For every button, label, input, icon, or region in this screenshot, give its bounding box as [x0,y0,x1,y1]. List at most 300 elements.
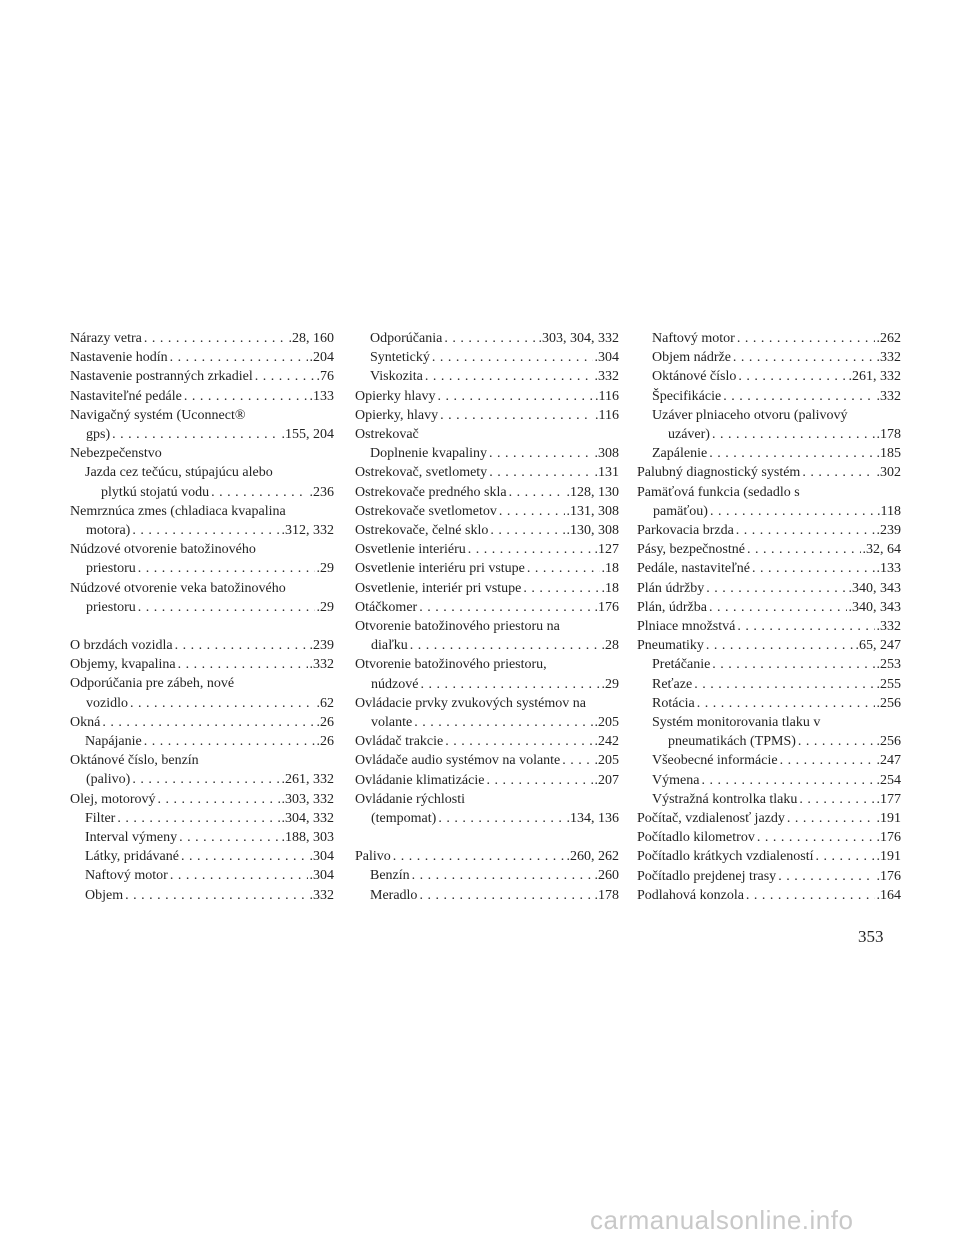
index-entry-text: Pamäťová funkcia (sedadlo s [637,484,800,500]
index-entry-line [70,502,334,521]
index-entry-line [70,713,334,732]
index-entry-line [637,828,901,847]
index-entry-text: Počítadlo prejdenej trasy [637,868,777,884]
dot-leader [438,809,564,828]
index-entry-page-ref: .340, 343 [848,599,901,615]
index-entry-page-ref: .191 [876,849,901,865]
index-entry-line [70,694,334,713]
index-entry-text: pneumatikách (TPMS) [668,734,796,750]
index-entry-page-ref: .178 [876,427,901,443]
index-entry-page-ref: .18 [601,561,619,577]
index-entry [70,713,334,732]
index-entry-page-ref: .303, 332 [281,791,334,807]
index-entry-line [70,329,334,348]
index-entry-page-ref: .261, 332 [281,772,334,788]
index-entry-text: Pedále, nastaviteľné [637,561,750,577]
index-entry [70,847,334,866]
dot-leader [179,828,279,847]
index-entry-text: Naftový motor [652,331,735,346]
index-entry [70,674,334,712]
index-entry [637,367,901,386]
dot-leader [489,444,592,463]
index-entry-line [637,809,901,828]
index-entry-line [637,598,901,617]
dot-leader [816,847,875,866]
index-entry [355,483,619,502]
index-entry-text: uzáver) [668,427,710,443]
index-entry-line [355,502,619,521]
index-entry [70,387,334,406]
index-entry-page-ref: .236 [309,484,334,500]
index-entry-text: Palivo [355,849,391,865]
index-entry-line [355,598,619,617]
index-entry-line [355,790,619,809]
index-entry-text: Rotácia [652,695,695,711]
dot-leader [170,348,308,367]
dot-leader [486,771,592,790]
index-entry-page-ref: .261, 332 [848,369,901,385]
index-entry-line [652,655,901,674]
index-entry-page-ref: .26 [316,734,334,750]
index-entry-line [637,617,901,636]
index-entry [355,348,619,367]
dot-leader [181,847,308,866]
index-entry-line [355,463,619,482]
index-entry-line [355,579,619,598]
index-entry-line [355,732,619,751]
index-entry-text: Nastavenie postranných zrkadiel [70,369,253,385]
index-entry-text: Plán údržby [637,580,705,596]
index-entry-line [652,367,901,386]
index-entry [70,751,334,789]
index-entry-text: (tempomat) [371,811,437,827]
dot-leader [706,579,846,598]
index-entry-text: vozidlo [86,695,128,711]
index-entry-line [355,655,619,674]
index-entry-text: Objem nádrže [652,350,731,366]
index-entry-line [652,732,901,751]
index-entry [637,348,901,367]
index-entry-line [370,444,619,463]
index-entry-line [355,425,619,444]
index-entry-line [637,867,901,886]
index-entry-text: Otvorenie batožinového priestoru na [355,619,560,635]
index-entry [355,387,619,406]
index-entry-text: Otáčkomer [355,599,418,615]
index-entry-page-ref: .116 [595,407,619,423]
index-column-2 [355,329,619,905]
dot-leader [798,732,875,751]
index-entry-line [70,598,334,617]
index-entry-line [637,502,901,521]
index-entry-text: Nárazy vetra [70,331,142,346]
index-entry [355,559,619,578]
index-entry [637,406,901,444]
index-entry-text: Viskozita [370,369,423,385]
index-entry-page-ref: .204 [309,350,334,366]
index-entry-page-ref: .178 [594,887,619,903]
index-entry-line [355,675,619,694]
index-entry-line [70,540,334,559]
dot-leader [509,483,565,502]
dot-leader [170,866,308,885]
index-entry-line [637,579,901,598]
index-entry-page-ref: .133 [876,561,901,577]
index-entry [637,444,901,463]
index-entry-line [370,367,619,386]
index-entry-page-ref: .118 [877,503,901,519]
index-entry-page-ref: .130, 308 [566,523,619,539]
index-entry [637,540,901,559]
index-entry [355,771,619,790]
index-entry-text: Osvetlenie, interiér pri vstupe [355,580,522,596]
index-entry-text: Plán, údržba [637,599,707,615]
index-entry [637,617,901,636]
index-entry-line [652,790,901,809]
index-entry-page-ref: .207 [594,772,619,788]
dot-leader [733,348,875,367]
index-entry-text: priestoru [86,599,136,615]
index-entry-page-ref: .260, 262 [566,849,619,865]
index-entry-line [355,636,619,655]
index-entry [70,444,334,463]
dot-leader [158,790,280,809]
dot-leader [710,502,875,521]
index-entry [355,329,619,348]
index-entry [355,425,619,444]
index-entry-line [355,617,619,636]
index-entry-text: Počítadlo kilometrov [637,830,755,846]
index-entry-line [370,348,619,367]
index-entry-line [355,847,619,866]
index-column-1 [70,329,334,905]
dot-leader [738,367,846,386]
dot-leader [712,425,875,444]
index-entry-text: Oktánové číslo [652,369,737,385]
index-entry-page-ref: .332 [309,657,334,673]
dot-leader [757,828,875,847]
index-entry [70,828,334,847]
dot-leader [175,636,308,655]
index-entry-line [637,483,901,502]
dot-leader [746,886,875,905]
index-entry [355,521,619,540]
index-entry-line [70,559,334,578]
index-entry-page-ref: .242 [594,734,619,750]
index-entry [70,866,334,885]
index-entry-line [70,790,334,809]
index-entry-page-ref: .29 [316,599,334,615]
dot-leader [489,463,592,482]
index-entry-text: Ostrekovač [355,427,419,443]
index-entry [637,387,901,406]
index-entry-line [85,866,334,885]
index-entry-page-ref: .304 [309,849,334,865]
index-entry-line [370,329,619,348]
index-entry-text: Núdzové otvorenie veka batožinového [70,580,286,596]
dot-leader [468,540,593,559]
index-entry [355,866,619,885]
index-entry-text: Doplnenie kvapaliny [370,446,488,462]
index-entry-line [652,425,901,444]
index-entry-text: O brzdách vozidla [70,638,173,654]
dot-leader [562,751,592,770]
index-entry-text: Naftový motor [85,868,168,884]
index-entry-line [355,694,619,713]
index-entry-text: Nastaviteľné pedále [70,388,182,404]
dot-leader [117,809,279,828]
dot-leader [255,367,315,386]
index-entry-text: Okná [70,714,101,730]
dot-leader [412,866,593,885]
dot-leader [712,655,874,674]
index-entry-line [70,406,334,425]
dot-leader [132,770,279,789]
index-entry-line [652,348,901,367]
index-entry-text: Syntetický [370,350,430,366]
index-entry-page-ref: .239 [876,523,901,539]
index-entry-page-ref: .332 [876,350,901,366]
index-entry-line [637,540,901,559]
index-entry-text: Nemrznúca zmes (chladiaca kvapalina [70,503,286,519]
dot-leader [752,559,875,578]
index-entry-line [70,348,334,367]
index-entry [70,348,334,367]
index-entry-text: Výmena [652,772,700,788]
index-entry-line [85,847,334,866]
index-entry [637,771,901,790]
watermark-text: carmanualsonline.info [590,1205,854,1235]
index-entry [70,809,334,828]
index-entry-line [355,809,619,828]
index-entry-text: Opierky hlavy [355,388,436,404]
index-entry-line [637,559,901,578]
dot-leader [425,367,593,386]
dot-leader [437,387,593,406]
index-entry-text: Počítač, vzdialenosť jazdy [637,811,785,827]
index-entry-page-ref: .205 [594,715,619,731]
index-entry-text: Meradlo [370,887,418,903]
index-entry-text: priestoru [86,561,136,577]
index-entry-page-ref: .262 [876,331,901,346]
index-entry [355,463,619,482]
index-entry-page-ref: .65, 247 [855,638,901,654]
index-entry-line [637,463,901,482]
index-entry-text: Ostrekovač, svetlomety [355,465,488,481]
dot-leader [419,886,592,905]
dot-leader [709,444,874,463]
index-entry-page-ref: .191 [876,811,901,827]
index-entry-line [355,483,619,502]
index-entry-line [652,771,901,790]
index-entry-page-ref: .29 [316,561,334,577]
index-entry [70,636,334,655]
index-entry-page-ref: .303, 304, 332 [538,331,619,346]
index-entry-text: Výstražná kontrolka tlaku [652,791,798,807]
dot-leader [706,636,854,655]
index-entry-page-ref: .185 [876,446,901,462]
index-entry-page-ref: .340, 343 [848,580,901,596]
index-entry-page-ref: .256 [876,695,901,711]
index-entry-page-ref: .62 [316,695,334,711]
index-entry-line [652,387,901,406]
index-entry-text: Reťaze [652,676,693,692]
dot-leader [737,617,874,636]
index-entry-text: Núdzové otvorenie batožinového [70,542,256,558]
index-entry [355,579,619,598]
dot-leader [787,809,875,828]
index-entry-text: Nebezpečenstvo [70,446,162,462]
dot-leader [499,502,565,521]
index-entry [637,675,901,694]
index-entry-page-ref: .239 [309,638,334,654]
index-entry-page-ref: .116 [595,388,619,404]
index-entry-text: Filter [85,810,116,826]
dot-leader [523,579,599,598]
index-entry-page-ref: .29 [601,676,619,692]
index-entry [355,502,619,521]
index-entry [637,598,901,617]
dot-leader [432,348,593,367]
index-entry-page-ref: .155, 204 [281,427,334,443]
index-entry-text: Látky, pridávané [85,849,179,865]
dot-leader [410,636,600,655]
index-entry-line [70,367,334,386]
index-entry [355,540,619,559]
index-entry [70,406,334,444]
index-entry [355,444,619,463]
index-entry [637,886,901,905]
index-entry-line [652,406,901,425]
index-entry [355,732,619,751]
index-entry-page-ref: .254 [876,772,901,788]
index-entry-page-ref: .260 [594,868,619,884]
index-entry-text: Navigačný systém (Uconnect® [70,407,246,423]
index-entry-text: Jazda cez tečúcu, stúpajúcu alebo [85,465,273,481]
index-entry-page-ref: .134, 136 [566,811,619,827]
index-entry-page-ref: .164 [876,887,901,903]
index-entry-line [355,387,619,406]
dot-leader [490,521,564,540]
index-entry [637,463,901,482]
dot-leader [737,329,875,348]
index-entry-line [637,636,901,655]
index-entry-page-ref: .76 [316,369,334,385]
index-entry-text: Otvorenie batožinového priestoru, [355,657,547,673]
index-entry-text: Ovládanie rýchlosti [355,791,466,807]
index-entry-page-ref: .255 [876,676,901,692]
dot-leader [414,713,592,732]
index-entry [637,329,901,348]
dot-leader [799,790,874,809]
index-entry-page-ref: .32, 64 [862,542,901,558]
dot-leader [697,694,875,713]
index-entry [637,579,901,598]
index-entry-line [85,463,334,482]
index-entry-page-ref: .176 [876,868,901,884]
dot-leader [112,425,279,444]
dot-leader [694,675,874,694]
index-entry [70,579,334,617]
index-entry [70,790,334,809]
index-entry-page-ref: .253 [876,657,901,673]
index-entry [355,751,619,770]
dot-leader [723,387,874,406]
index-entry-text: Pretáčanie [652,657,711,673]
index-entry [70,502,334,540]
index-entry [637,828,901,847]
index-entry [355,655,619,693]
index-entry-text: motora) [86,523,131,539]
index-entry [355,886,619,905]
index-entry-line [70,655,334,674]
index-entry-page-ref: .127 [594,542,619,558]
index-entry [355,367,619,386]
dot-leader [125,886,307,905]
index-entry-line [370,866,619,885]
index-entry-line [85,828,334,847]
index-entry-page-ref: .304, 332 [281,810,334,826]
index-entry-text: Opierky, hlavy [355,407,439,423]
index-entry [70,463,334,501]
index-entry [637,483,901,521]
index-entry [355,790,619,828]
index-entry-text: (palivo) [86,772,131,788]
index-entry-page-ref: .304 [594,350,619,366]
index-entry-text: Plniace množstvá [637,619,736,635]
index-entry-line [355,540,619,559]
index-entry-line [652,675,901,694]
index-entry-text: Benzín [370,868,410,884]
index-entry-line [637,847,901,866]
index-entry-page-ref: .28 [601,638,619,654]
index-entry-page-ref: .128, 130 [566,484,619,500]
dot-leader [178,655,308,674]
dot-leader [440,406,593,425]
index-entry-line [70,674,334,693]
index-entry-line [652,713,901,732]
index-entry [637,867,901,886]
index-entry [355,847,619,866]
index-entry-text: Osvetlenie interiéru pri vstupe [355,561,525,577]
index-entry [355,694,619,732]
index-entry-text: Pneumatiky [637,638,704,654]
dot-leader [420,675,599,694]
index-entry-text: Parkovacia brzda [637,523,734,539]
dot-leader [780,751,875,770]
index-entry [355,617,619,655]
index-entry [70,540,334,578]
index-entry-text: gps) [86,427,111,443]
index-entry-text: Odporúčania [370,331,443,346]
index-entry-text: Ostrekovače predného skla [355,484,507,500]
dot-leader [736,521,875,540]
dot-leader [144,329,287,348]
index-entry-text: Počítadlo krátkych vzdialeností [637,849,814,865]
index-entry-page-ref: .308 [594,446,619,462]
index-entry-text: Napájanie [85,734,142,750]
dot-leader [778,867,874,886]
index-column-3 [637,329,901,905]
index-entry-line [355,406,619,425]
index-entry-line [652,329,901,348]
index-entry-text: Objem [85,887,124,903]
index-entry-text: Nastavenie hodín [70,350,168,366]
index-entry-line [355,713,619,732]
index-entry-line [355,771,619,790]
index-entry-text: pamäťou) [653,503,708,519]
dot-leader [419,598,592,617]
